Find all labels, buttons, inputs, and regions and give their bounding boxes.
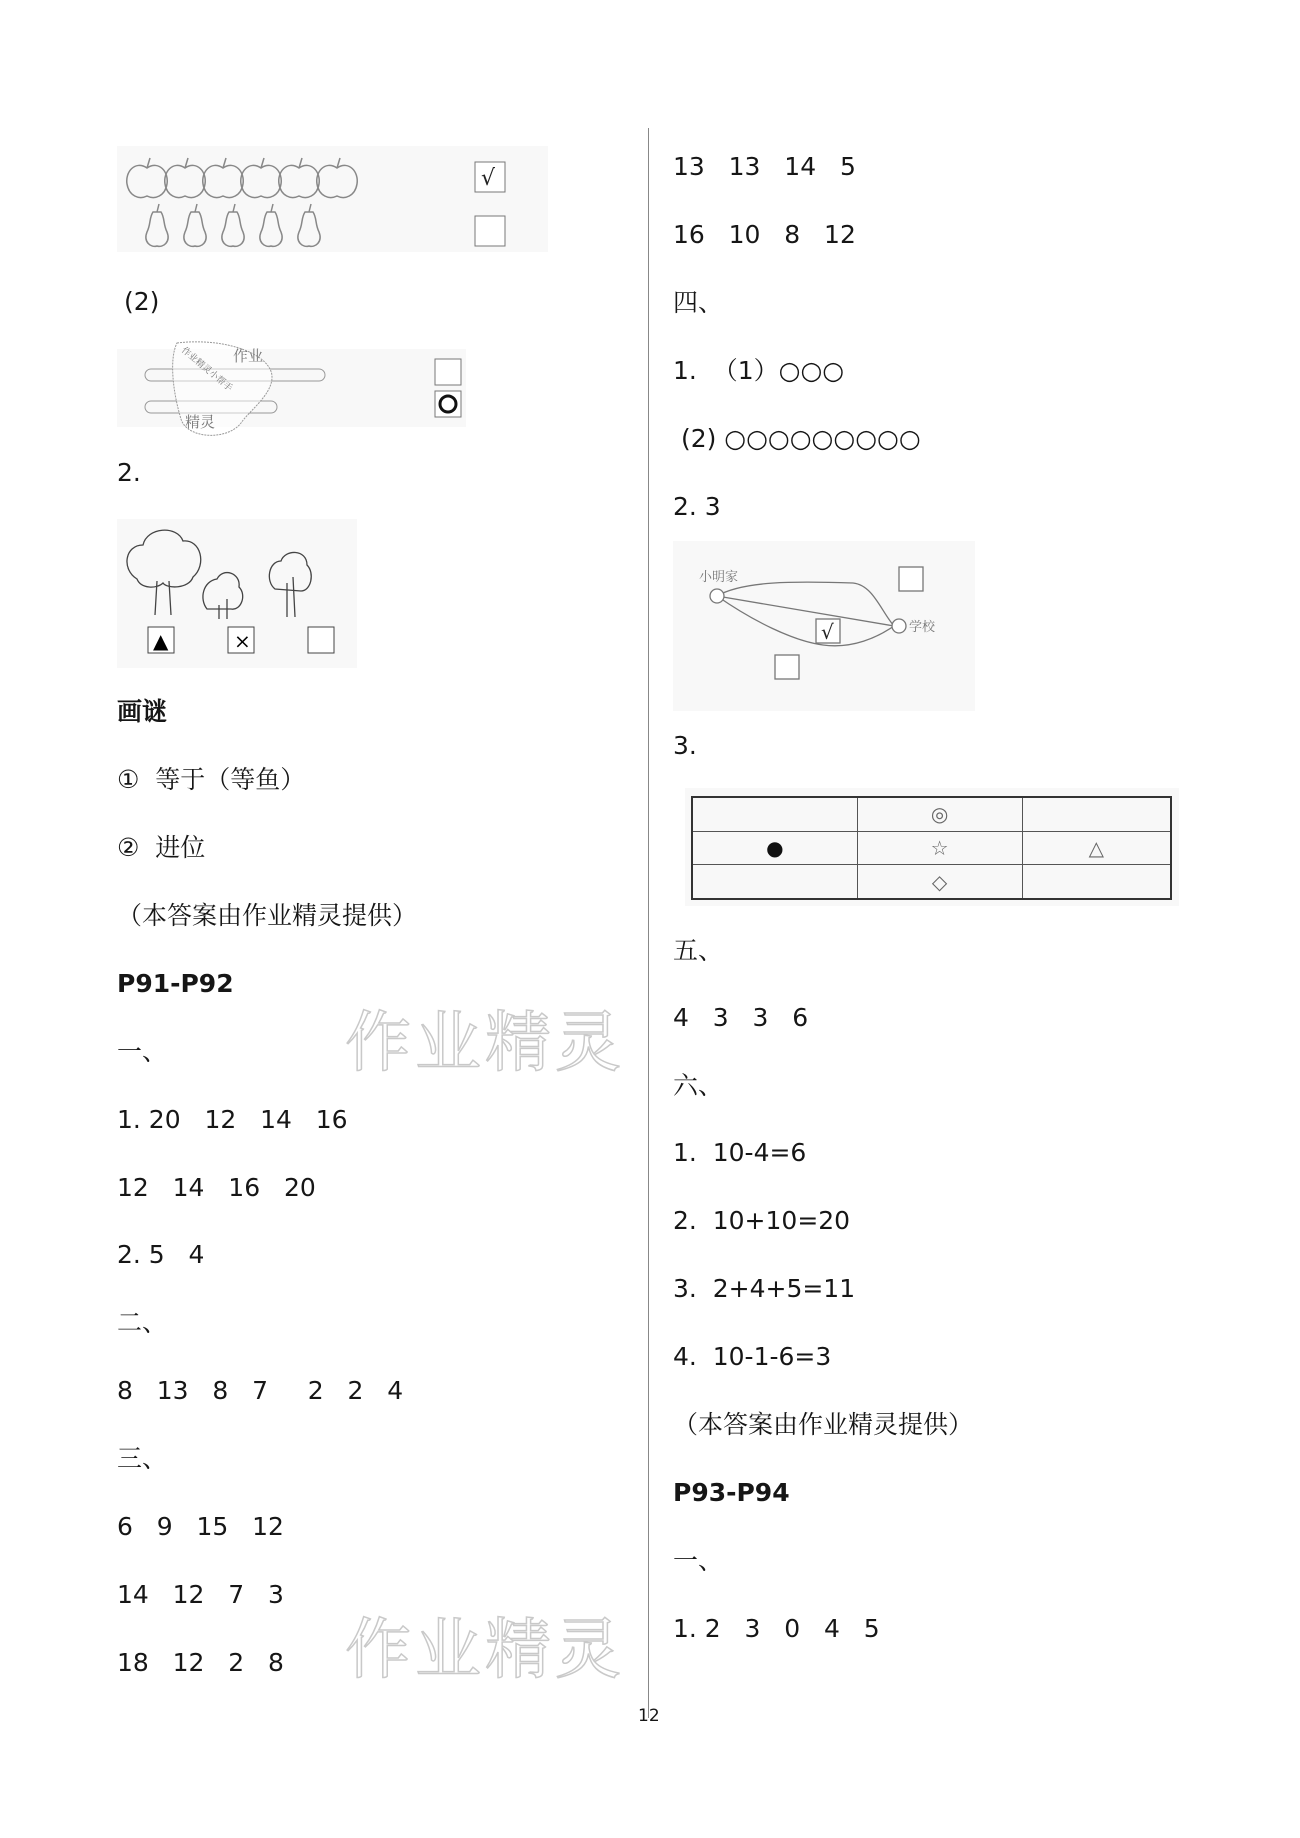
section-title: P91-P92 — [117, 969, 234, 998]
riddle-title: 画谜 — [117, 697, 168, 726]
answer-line: 2. 5 4 — [117, 1240, 205, 1269]
answer-line: 1. 20 12 14 16 — [117, 1105, 348, 1134]
answer-line: 14 12 7 3 — [117, 1580, 284, 1609]
answer-line: 2. 3 — [673, 492, 721, 521]
route-map-illustration — [673, 541, 975, 711]
answer-line: ② 进位 — [117, 833, 206, 862]
answer-line: 16 10 8 12 — [673, 220, 856, 249]
sticks-illustration — [117, 345, 466, 439]
stamp-text: 精灵 — [185, 413, 216, 431]
tree-answer-box: × — [234, 629, 251, 653]
section-heading: 四、 — [673, 288, 724, 317]
grid-cell — [1022, 865, 1171, 899]
watermark: 作业精灵 — [345, 1004, 625, 1081]
section-heading: 六、 — [673, 1071, 724, 1100]
apple-answer-box: √ — [481, 166, 496, 191]
answer-line: 6 9 15 12 — [117, 1512, 284, 1541]
stamp-text: 作业精灵小帮手 — [179, 345, 234, 394]
grid-cell: △ — [1022, 831, 1171, 865]
credit-note: （本答案由作业精灵提供） — [117, 901, 418, 930]
grid-cell — [692, 865, 857, 899]
answer-line: 12 14 16 20 — [117, 1173, 316, 1202]
answer-line: 18 12 2 8 — [117, 1648, 284, 1677]
section-heading: 二、 — [117, 1308, 168, 1337]
answer-line: 4. 10-1-6=3 — [673, 1342, 832, 1371]
sticks-figure — [117, 345, 466, 431]
answer-line: 2. 10+10=20 — [673, 1206, 851, 1235]
page-number: 12 — [638, 1706, 660, 1726]
answer-line: 1. 2 3 0 4 5 — [673, 1614, 880, 1643]
section-heading: 三、 — [117, 1444, 168, 1473]
section-heading: 一、 — [117, 1037, 168, 1066]
answer-line: 8 13 8 7 2 2 4 — [117, 1376, 404, 1405]
answer-line: 3. 2+4+5=11 — [673, 1274, 856, 1303]
grid-cell: ☆ — [857, 831, 1022, 865]
grid-cell — [1022, 797, 1171, 831]
answer-line: 13 13 14 5 — [673, 152, 856, 181]
fruit-illustration — [117, 146, 548, 252]
section-title: P93-P94 — [673, 1478, 790, 1507]
shape-grid — [691, 796, 1172, 900]
answer-line: (2) ○○○○○○○○○ — [673, 424, 921, 453]
answer-line: 1. （1）○○○ — [673, 356, 845, 385]
grid-cell: ● — [692, 831, 857, 865]
trees-illustration — [117, 519, 357, 668]
sub-question-label: (2) — [124, 287, 160, 316]
grid-cell — [692, 797, 857, 831]
home-label: 小明家 — [699, 570, 739, 585]
stamp-text: 作业 — [233, 347, 264, 365]
grid-cell: ◎ — [857, 797, 1022, 831]
answer-line: ① 等于（等鱼） — [117, 765, 306, 794]
section-heading: 五、 — [673, 936, 724, 965]
shape-grid-figure — [685, 788, 1179, 906]
watermark: 作业精灵 — [345, 1611, 625, 1688]
answer-line: 1. 10-4=6 — [673, 1138, 807, 1167]
section-heading: 一、 — [673, 1546, 724, 1575]
school-label: 学校 — [909, 620, 936, 635]
column-divider — [648, 128, 649, 1718]
answer-line: 3. — [673, 731, 697, 760]
credit-note: （本答案由作业精灵提供） — [673, 1410, 974, 1439]
grid-cell: ◇ — [857, 865, 1022, 899]
tree-answer-box: ▲ — [153, 629, 169, 653]
route-answer-box: √ — [821, 620, 834, 644]
apples-pears-figure — [117, 146, 548, 252]
answer-line: 4 3 3 6 — [673, 1003, 809, 1032]
question-number: 2. — [117, 458, 141, 487]
trees-figure — [117, 519, 357, 668]
route-map-figure — [673, 541, 975, 711]
